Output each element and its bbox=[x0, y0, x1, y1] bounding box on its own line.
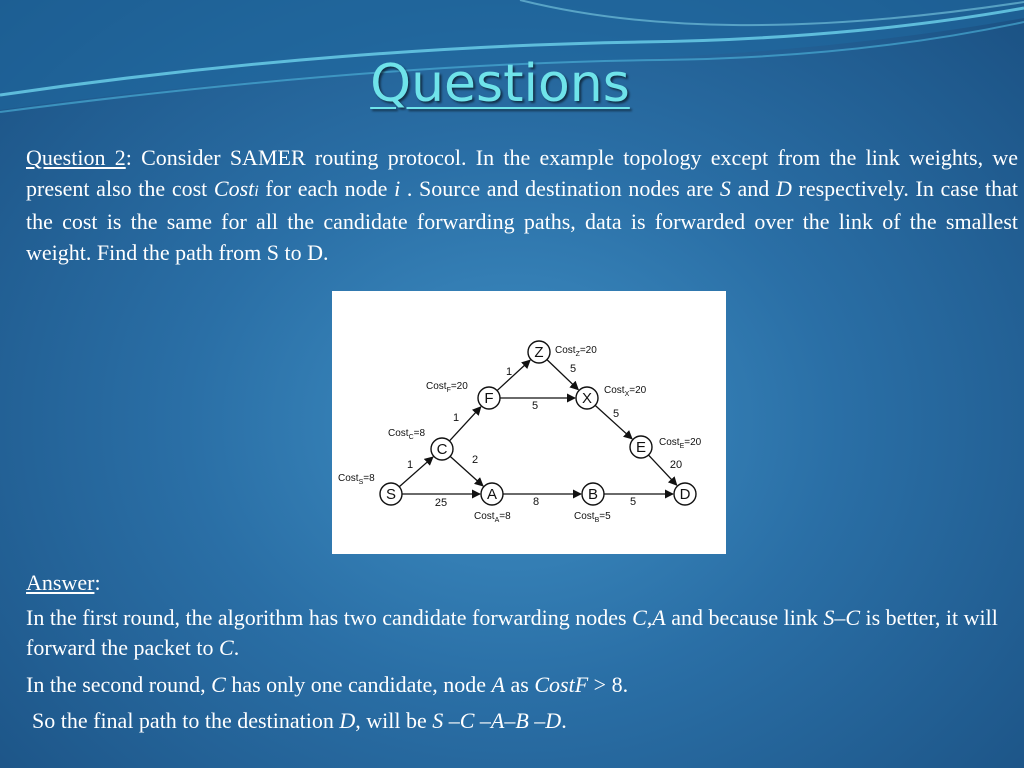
node-cost-X: Cost$_X$=20 bbox=[604, 385, 647, 398]
answer-text: . bbox=[561, 708, 567, 733]
node-F bbox=[426, 381, 500, 409]
node-E bbox=[630, 436, 702, 458]
node-S bbox=[338, 473, 402, 505]
answer-var: D bbox=[339, 708, 356, 733]
edge-weight-F-X: 5 bbox=[531, 400, 539, 412]
edge-weight-B-D: 5 bbox=[629, 496, 637, 508]
topology-diagram bbox=[332, 291, 726, 554]
node-cost-Z: Cost$_Z$=20 bbox=[555, 345, 597, 358]
edge-F-Z bbox=[497, 360, 530, 390]
answer-text: and because link bbox=[665, 604, 824, 630]
node-label-B: B bbox=[587, 486, 599, 503]
question-part: Consider SAMER routing protocol. In the example topology except from the link weights, we present also the cost bbox=[26, 145, 1018, 201]
question-part: and bbox=[730, 175, 776, 201]
answer-text: has only one candidate, node bbox=[225, 671, 492, 697]
final-path: S –C –A–B –D bbox=[432, 708, 562, 733]
edge-weight-C-F: 1 bbox=[452, 412, 460, 424]
node-cost-B: Cost$_B$=5 bbox=[574, 511, 611, 524]
cost-term: Cost bbox=[213, 175, 255, 201]
question-part: for each node bbox=[258, 175, 395, 201]
page-title: Questions bbox=[370, 54, 630, 114]
node-cost-E: Cost$_E$=20 bbox=[659, 437, 702, 450]
node-cost-A: Cost$_A$=8 bbox=[474, 511, 511, 524]
answer-text: In the first round, the algorithm has two candidate forwarding nodes bbox=[26, 604, 633, 630]
cost-term-subscript: i bbox=[254, 182, 259, 200]
answer-var: C,A bbox=[632, 604, 666, 630]
source-node: S bbox=[719, 175, 731, 201]
node-cost-F: Cost$_F$=20 bbox=[426, 381, 468, 394]
question-part: . Source and destination nodes are bbox=[400, 175, 720, 201]
node-label-E: E bbox=[635, 439, 647, 456]
node-B bbox=[574, 483, 611, 524]
answer-var: C bbox=[211, 671, 226, 697]
answer-var: C bbox=[219, 635, 234, 660]
edge-weight-S-C: 1 bbox=[406, 459, 414, 471]
node-label-C: C bbox=[436, 441, 448, 458]
edge-weight-C-A: 2 bbox=[471, 454, 479, 466]
node-label-S: S bbox=[385, 486, 397, 503]
edge-weight-S-A: 25 bbox=[434, 497, 448, 509]
node-cost-C: Cost$_C$=8 bbox=[388, 428, 426, 441]
answer-var: A bbox=[491, 671, 506, 697]
answer-label-separator: : bbox=[94, 570, 101, 595]
topology-graph bbox=[332, 291, 726, 554]
edge-S-C bbox=[399, 457, 433, 487]
node-C bbox=[388, 428, 453, 460]
answer-paragraph-1 bbox=[26, 603, 1018, 664]
edge-weight-X-E: 5 bbox=[612, 408, 620, 420]
answer-var: CostF bbox=[534, 671, 589, 697]
answer-paragraph-2 bbox=[26, 670, 1018, 701]
answer-text: > 8. bbox=[588, 671, 629, 697]
node-D bbox=[674, 483, 696, 505]
question-label: Question 2 bbox=[26, 145, 126, 170]
answer-label: Answer bbox=[26, 570, 95, 595]
answer-text: , will be bbox=[355, 708, 433, 733]
question-label-separator: : bbox=[125, 145, 142, 170]
node-label-X: X bbox=[581, 390, 593, 407]
destination-node: D bbox=[775, 175, 792, 201]
node-A bbox=[474, 483, 511, 524]
edge-weight-F-Z: 1 bbox=[505, 366, 513, 378]
answer-paragraph-3 bbox=[26, 706, 1018, 737]
node-X bbox=[576, 385, 647, 409]
answer-text: is better, it will forward the packet to bbox=[26, 604, 998, 660]
node-label-D: D bbox=[679, 486, 691, 503]
node-cost-S: Cost$_S$=8 bbox=[338, 473, 375, 486]
edge-weight-A-B: 8 bbox=[532, 496, 540, 508]
answer-text: In the second round, bbox=[26, 671, 212, 697]
node-label-A: A bbox=[486, 486, 498, 503]
node-Z bbox=[528, 341, 597, 363]
edge-weight-Z-X: 5 bbox=[569, 363, 577, 375]
answer-text: . bbox=[233, 635, 240, 660]
answer-text: So the final path to the destination bbox=[32, 708, 340, 733]
answer-var: S–C bbox=[823, 604, 860, 630]
answer-section bbox=[26, 568, 1018, 743]
node-label-F: F bbox=[484, 390, 494, 407]
edge-C-A bbox=[450, 456, 483, 486]
answer-text: as bbox=[505, 671, 535, 697]
node-variable: i bbox=[394, 175, 401, 201]
node-label-Z: Z bbox=[534, 344, 544, 361]
question-part: respectively. In case that the cost is the same for all the candidate forwarding paths, data is forwarded over the link of the smallest weight. Find the path from S to D. bbox=[26, 175, 1018, 265]
question-text bbox=[26, 143, 1018, 268]
edge-weight-E-D: 20 bbox=[669, 459, 683, 471]
